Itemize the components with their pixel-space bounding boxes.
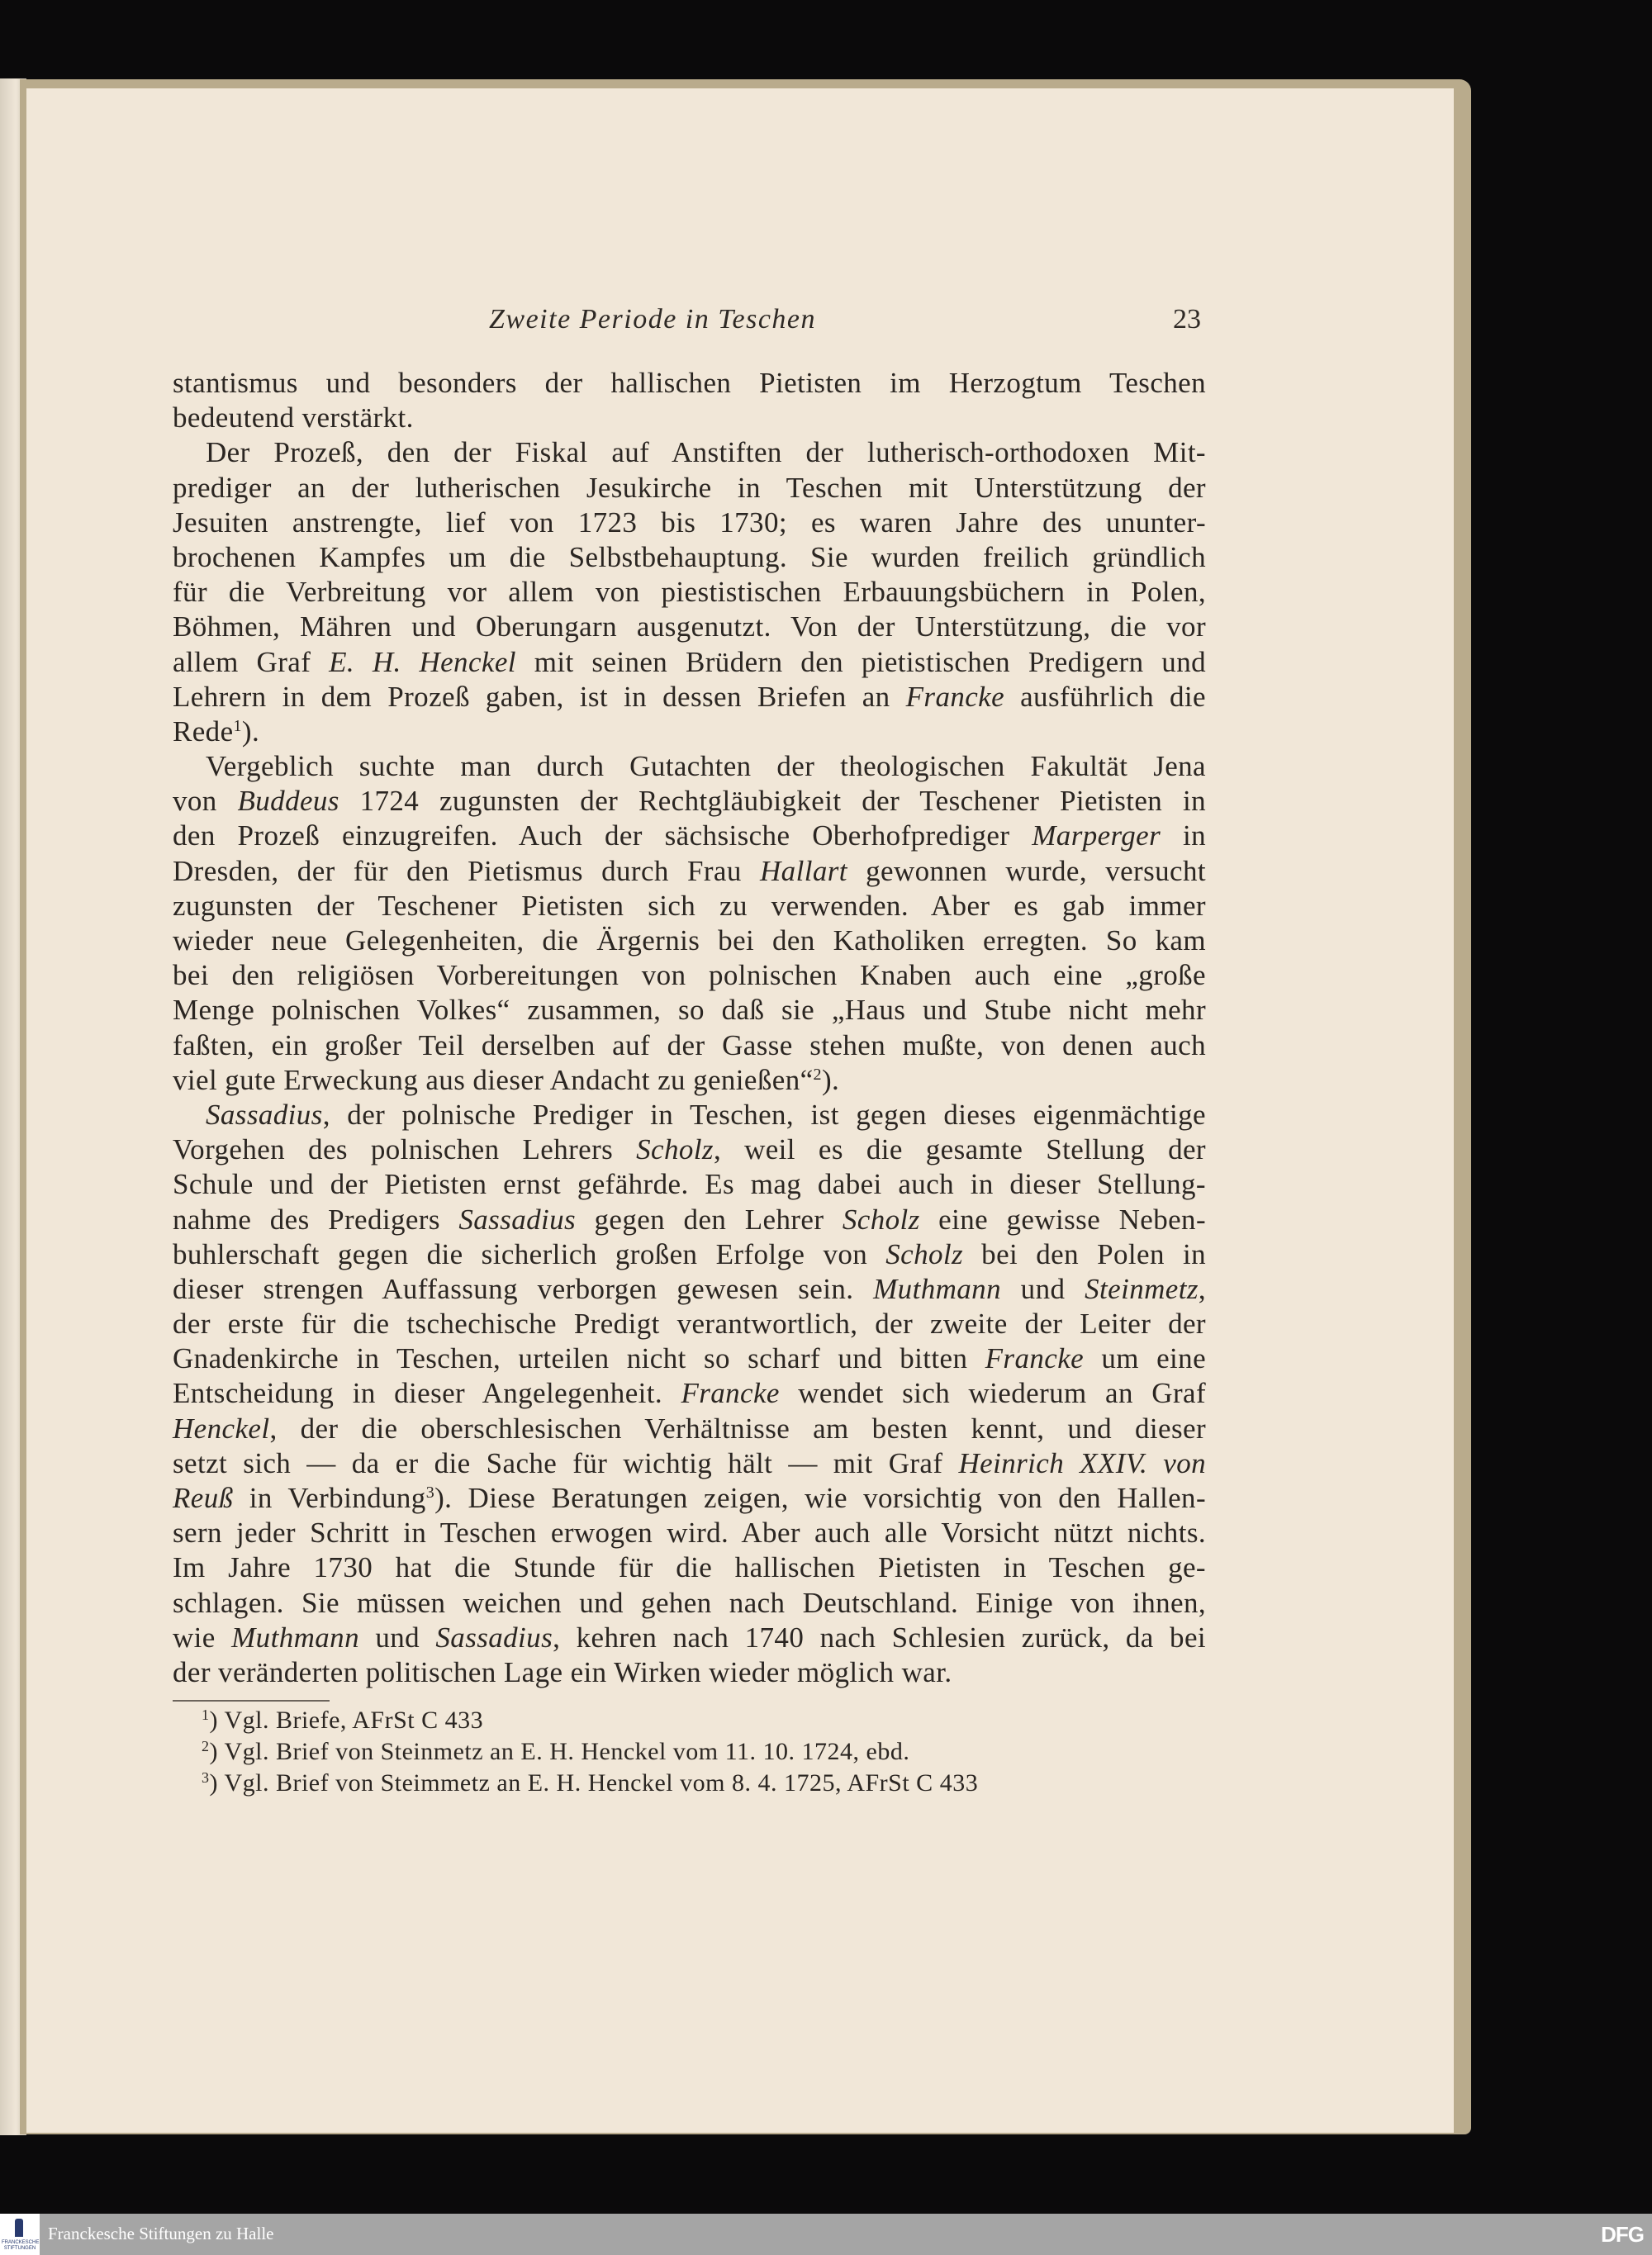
italic-name: Reuß <box>173 1482 234 1514</box>
text-line <box>173 1376 1206 1411</box>
footnote-text: ) Vgl. Brief von Steimmetz an E. H. Henckel vom 8. 4. 1725, AFrSt C 433 <box>209 1769 979 1797</box>
text-segment: gegen den Lehrer <box>576 1203 843 1236</box>
italic-name: Sassadius <box>458 1203 577 1236</box>
footnote-text: ) Vgl. Briefe, AFrSt C 433 <box>209 1707 484 1734</box>
text-segment: Entscheidung in dieser Angelegenheit. <box>173 1377 681 1410</box>
footnote-mark: 2 <box>202 1738 210 1754</box>
footnote <box>202 1705 978 1736</box>
text-segment: und <box>1000 1272 1085 1305</box>
text-line <box>173 471 1206 506</box>
text-line <box>173 854 1206 889</box>
text-line <box>173 1655 1206 1690</box>
italic-name: Francke <box>905 680 1005 713</box>
italic-name: Scholz <box>636 1133 714 1166</box>
footnote <box>202 1768 978 1799</box>
text-segment: Rede <box>173 714 234 748</box>
text-segment: der erste für die tschechische Predigt verantwortlich, der zweite der Leiter der <box>173 1308 1206 1341</box>
text-segment: , weil es die gesamte Stellung der <box>713 1133 1206 1166</box>
footnote-ref[interactable]: 3 <box>425 1484 435 1502</box>
text-segment: Vorgehen des polnischen Lehrers <box>173 1133 637 1166</box>
text-segment: wie <box>173 1621 232 1654</box>
text-segment: Schule und der Pietisten ernst gefährde. Es mag dabei auch in dieser Stellung- <box>173 1168 1206 1201</box>
text-line <box>173 923 1206 958</box>
text-segment: in Verbindung <box>233 1482 426 1514</box>
italic-name: Scholz <box>885 1237 964 1270</box>
footnotes <box>202 1705 978 1799</box>
text-segment: Jesuiten anstrengte, lief von 1723 bis 1730; es waren Jahre des ununter- <box>173 506 1206 539</box>
text-line <box>173 993 1206 1028</box>
text-line <box>173 714 1206 749</box>
text-line <box>173 889 1206 923</box>
text-segment: viel gute Erweckung aus dieser Andacht zu genießen“ <box>173 1063 814 1096</box>
text-segment: bedeutend verstärkt. <box>173 401 414 434</box>
text-segment: schlagen. Sie müssen weichen und gehen nach Deutschland. Einige von ihnen, <box>173 1586 1206 1619</box>
text-line <box>173 506 1206 540</box>
text-segment: bei den religiösen Vorbereitungen von polnischen Knaben auch eine „große <box>173 959 1206 992</box>
italic-name: Francke <box>985 1342 1085 1375</box>
text-line <box>173 540 1206 575</box>
text-segment: dieser strengen Auffassung verborgen gewesen sein. <box>173 1272 874 1305</box>
italic-name: Muthmann <box>873 1272 1001 1305</box>
text-segment: setzt sich — da er die Sache für wichtig hält — mit Graf <box>173 1446 959 1479</box>
page-number: 23 <box>1173 304 1201 335</box>
italic-name: Sassadius <box>435 1621 553 1654</box>
text-segment: prediger an der lutherischen Jesukirche in Teschen mit Unterstützung der <box>173 471 1206 504</box>
text-line <box>173 784 1206 819</box>
institution-logo[interactable] <box>0 2214 40 2255</box>
text-segment: faßten, ein großer Teil derselben auf der Gasse stehen mußte, von denen auch <box>173 1028 1206 1061</box>
text-segment: ). <box>821 1063 840 1096</box>
text-line <box>173 366 1206 401</box>
footnote <box>202 1736 978 1768</box>
text-line <box>173 1028 1206 1063</box>
text-segment: sern jeder Schritt in Teschen erwogen wird. Aber auch alle Vorsicht nützt nichts. <box>173 1517 1206 1550</box>
institution-name[interactable]: Franckesche Stiftungen zu Halle <box>48 2224 274 2243</box>
text-line <box>173 1446 1206 1481</box>
text-segment: Böhmen, Mähren und Oberungarn ausgenutzt. Von der Unterstützung, die vor <box>173 610 1206 643</box>
text-line <box>173 610 1206 644</box>
text-segment: zugunsten der Teschener Pietisten sich zu verwenden. Aber es gab immer <box>173 889 1206 922</box>
text-line <box>173 1237 1206 1272</box>
text-line <box>173 1132 1206 1167</box>
italic-name: Heinrich XXIV. von <box>958 1446 1206 1479</box>
text-line <box>173 958 1206 993</box>
italic-name: Marperger <box>1032 819 1161 852</box>
text-line <box>173 680 1206 714</box>
text-segment: bei den Polen in <box>963 1237 1207 1270</box>
text-line <box>173 1307 1206 1341</box>
text-segment: ausführlich die <box>1004 680 1206 713</box>
text-line <box>173 401 1206 435</box>
italic-name: Francke <box>681 1377 780 1410</box>
text-segment: den Prozeß einzugreifen. Auch der sächsische Oberhofprediger <box>173 819 1032 852</box>
text-segment: buhlerschaft gegen die sicherlich großen Erfolge von <box>173 1237 886 1270</box>
body-text <box>173 366 1206 1690</box>
text-line <box>173 1063 1206 1098</box>
text-segment: eine gewisse Neben- <box>919 1203 1207 1236</box>
text-segment: in <box>1161 819 1206 852</box>
text-line <box>173 1167 1206 1202</box>
text-line <box>173 575 1206 610</box>
text-segment: ). <box>241 714 260 748</box>
text-line <box>173 1516 1206 1550</box>
text-segment: gewonnen wurde, versucht <box>847 854 1206 887</box>
text-segment: mit seinen Brüdern den pietistischen Predigern und <box>515 645 1206 678</box>
footnote-mark: 1 <box>202 1707 210 1723</box>
text-segment: allem Graf <box>173 645 330 678</box>
text-line <box>173 1412 1206 1446</box>
italic-name: Muthmann <box>231 1621 359 1654</box>
running-title: Zweite Periode in Teschen <box>489 304 817 335</box>
text-segment: 1724 zugunsten der Rechtgläubigkeit der Teschener Pietisten in <box>339 785 1206 818</box>
text-segment: Menge polnischen Volkes“ zusammen, so daß sie „Haus und Stube nicht mehr <box>173 994 1206 1027</box>
text-line <box>173 645 1206 680</box>
text-segment: von <box>173 785 238 818</box>
text-segment: für die Verbreitung vor allem von piestistischen Erbauungsbüchern in Polen, <box>173 576 1206 609</box>
text-segment: und <box>358 1621 436 1654</box>
text-line <box>173 1203 1206 1237</box>
text-line <box>173 1341 1206 1376</box>
text-line <box>173 1481 1206 1516</box>
text-segment: , der die oberschlesischen Verhältnisse am besten kennt, und dieser <box>269 1412 1206 1445</box>
text-segment: Dresden, der für den Pietismus durch Frau <box>173 854 760 887</box>
italic-name: Henckel <box>173 1412 270 1445</box>
footnote-ref[interactable]: 2 <box>813 1065 822 1084</box>
text-segment: wieder neue Gelegenheiten, die Ärgernis bei den Katholiken erregten. So kam <box>173 924 1206 957</box>
text-segment: nahme des Predigers <box>173 1203 459 1236</box>
text-segment: , <box>1198 1272 1207 1305</box>
text-segment: um eine <box>1084 1342 1207 1375</box>
text-line <box>173 1621 1206 1655</box>
text-line <box>173 1550 1206 1585</box>
text-segment: , kehren nach 1740 nach Schlesien zurück, da bei <box>553 1621 1207 1654</box>
text-segment: ). Diese Beratungen zeigen, wie vorsichtig von den Hallen- <box>434 1482 1206 1514</box>
text-line <box>173 819 1206 853</box>
italic-name: Sassadius <box>206 1098 323 1131</box>
text-line <box>173 1586 1206 1621</box>
text-line <box>173 1272 1206 1307</box>
text-segment: Im Jahre 1730 hat die Stunde für die hallischen Pietisten in Teschen ge- <box>173 1551 1206 1584</box>
text-segment: brochenen Kampfes um die Selbstbehauptung. Sie wurden freilich gründlich <box>173 540 1206 573</box>
italic-name: E. H. Henckel <box>329 645 516 678</box>
text-segment: , der polnische Prediger in Teschen, ist gegen dieses eigenmächtige <box>322 1098 1206 1131</box>
text-segment: stantismus und besonders der hallischen Pietisten im Herzogtum Teschen <box>173 367 1206 399</box>
text-segment: Vergeblich suchte man durch Gutachten der theologischen Fakultät Jena <box>206 750 1206 783</box>
logo-figure-icon <box>15 2219 23 2237</box>
italic-name: Buddeus <box>237 785 339 818</box>
dfg-logo[interactable]: DFG <box>1601 2222 1644 2247</box>
footnote-mark: 3 <box>202 1769 210 1786</box>
text-line <box>173 749 1206 784</box>
footnote-rule <box>173 1700 330 1702</box>
logo-caption: FRANCKESCHE STIFTUNGEN <box>2 2240 40 2251</box>
viewer-footer-bar <box>0 2214 1652 2255</box>
text-segment: Lehrern in dem Prozeß gaben, ist in dessen Briefen an <box>173 680 906 713</box>
text-line <box>173 1098 1206 1132</box>
italic-name: Hallart <box>760 854 847 887</box>
text-line <box>173 435 1206 470</box>
italic-name: Steinmetz <box>1085 1272 1199 1305</box>
text-segment: der veränderten politischen Lage ein Wirken wieder möglich war. <box>173 1655 952 1688</box>
footnote-ref[interactable]: 1 <box>233 716 242 735</box>
italic-name: Scholz <box>842 1203 920 1236</box>
text-segment: Der Prozeß, den der Fiskal auf Anstiften der lutherisch-orthodoxen Mit- <box>206 436 1206 469</box>
text-segment: Gnadenkirche in Teschen, urteilen nicht so scharf und bitten <box>173 1342 985 1375</box>
footnote-text: ) Vgl. Brief von Steinmetz an E. H. Henckel vom 11. 10. 1724, ebd. <box>209 1738 910 1765</box>
text-segment: wendet sich wiederum an Graf <box>779 1377 1207 1410</box>
